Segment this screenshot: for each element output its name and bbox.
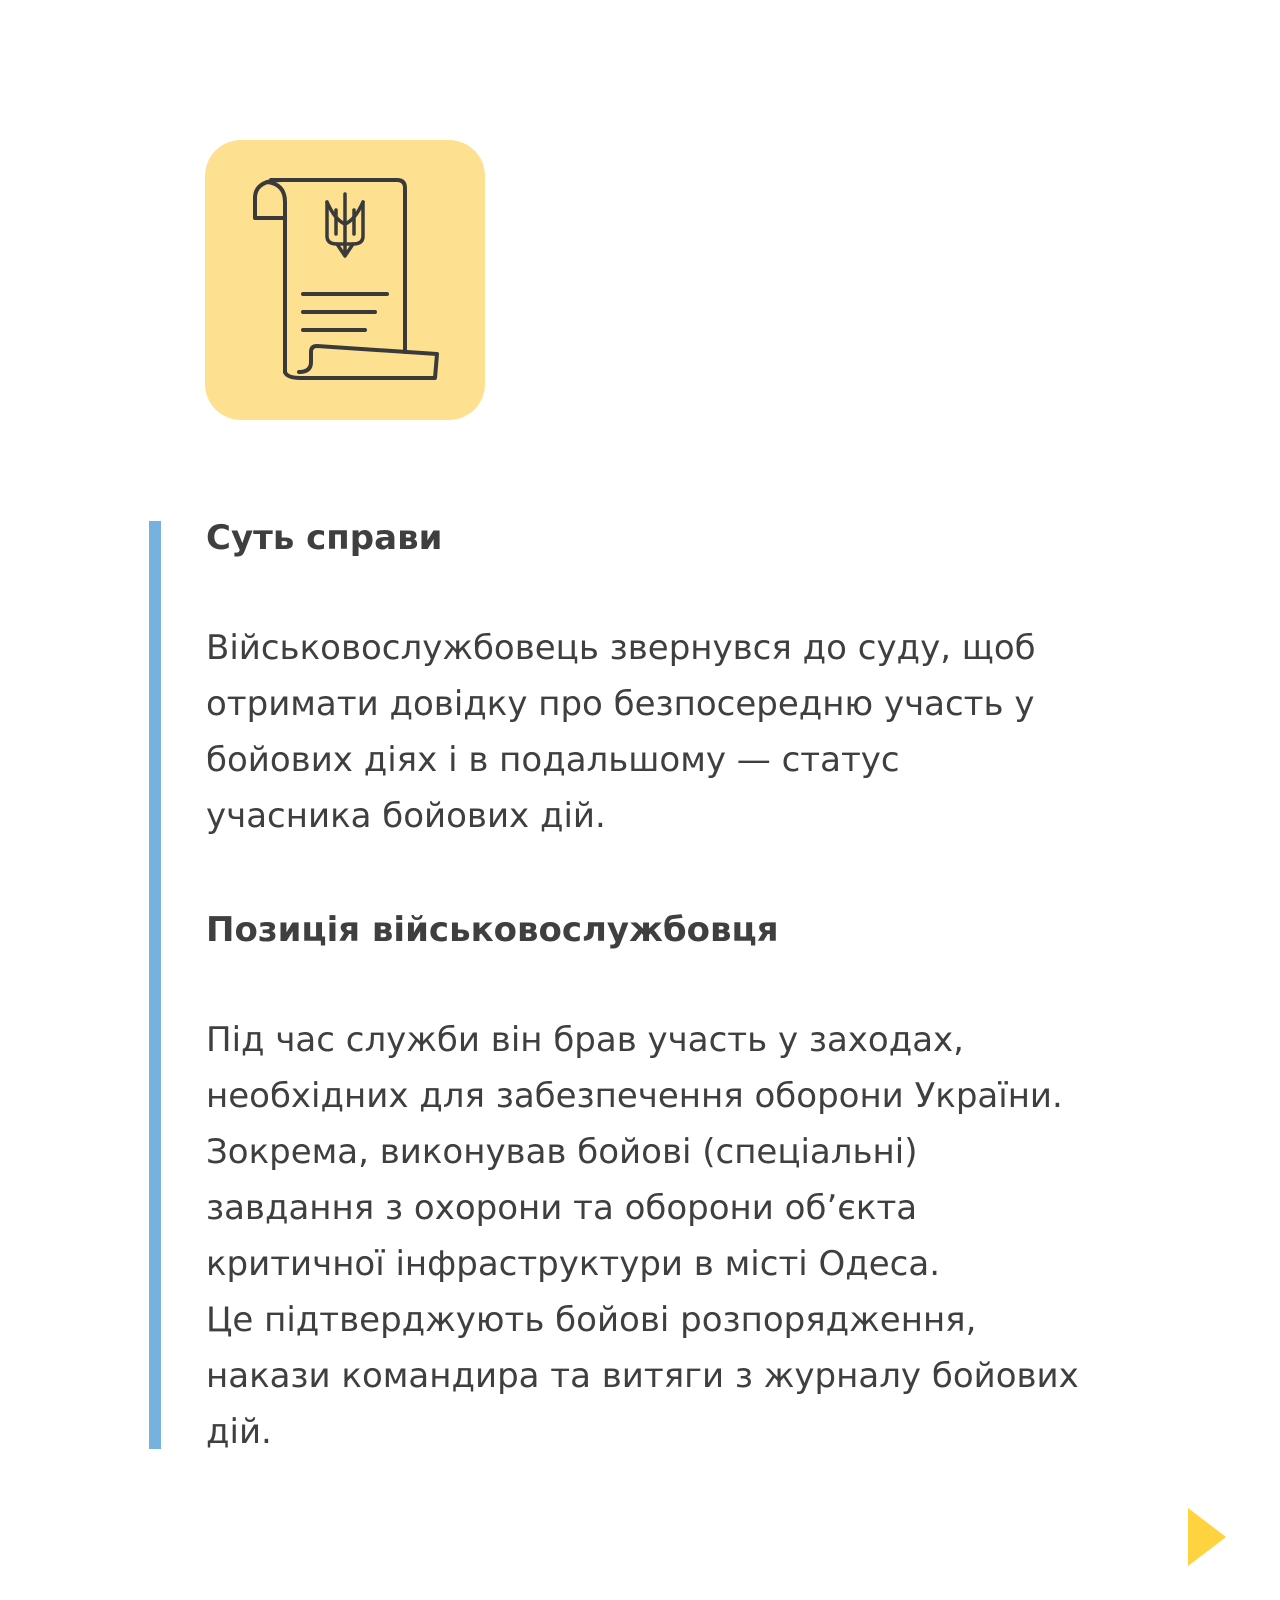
document-icon-tile [205, 140, 485, 420]
section-paragraph-serviceman-position [206, 1012, 1206, 1460]
paragraph-line: накази командира та витяги з журналу бойових [206, 1356, 1079, 1396]
paragraph-line: Військовослужбовець звернувся до суду, щоб [206, 628, 1036, 668]
paragraph-line: завдання з охорони та оборони об’єкта [206, 1188, 918, 1228]
paragraph-line: Зокрема, виконував бойові (спеціальні) [206, 1132, 918, 1172]
paragraph-line: критичної інфраструктури в місті Одеса. [206, 1244, 941, 1284]
accent-bar [149, 521, 161, 1449]
section-heading-case-essence: Суть справи [206, 518, 443, 558]
paragraph-line: бойових діях і в подальшому — статус [206, 740, 900, 780]
paragraph-line: дій. [206, 1412, 272, 1452]
trident-emblem-icon [327, 194, 363, 256]
scroll-document-icon [205, 140, 485, 420]
paragraph-line: необхідних для забезпечення оборони України. [206, 1076, 1063, 1116]
paragraph-line: отримати довідку про безпосередню участь у [206, 684, 1035, 724]
section-heading-serviceman-position: Позиція військовослужбовця [206, 910, 779, 950]
section-paragraph-case-essence [206, 620, 1206, 844]
paragraph-line: учасника бойових дій. [206, 796, 606, 836]
next-arrow-icon[interactable] [1188, 1508, 1226, 1566]
paragraph-line: Це підтверджують бойові розпорядження, [206, 1300, 977, 1340]
paragraph-line: Під час служби він брав участь у заходах, [206, 1020, 964, 1060]
content-block [206, 508, 1206, 1460]
